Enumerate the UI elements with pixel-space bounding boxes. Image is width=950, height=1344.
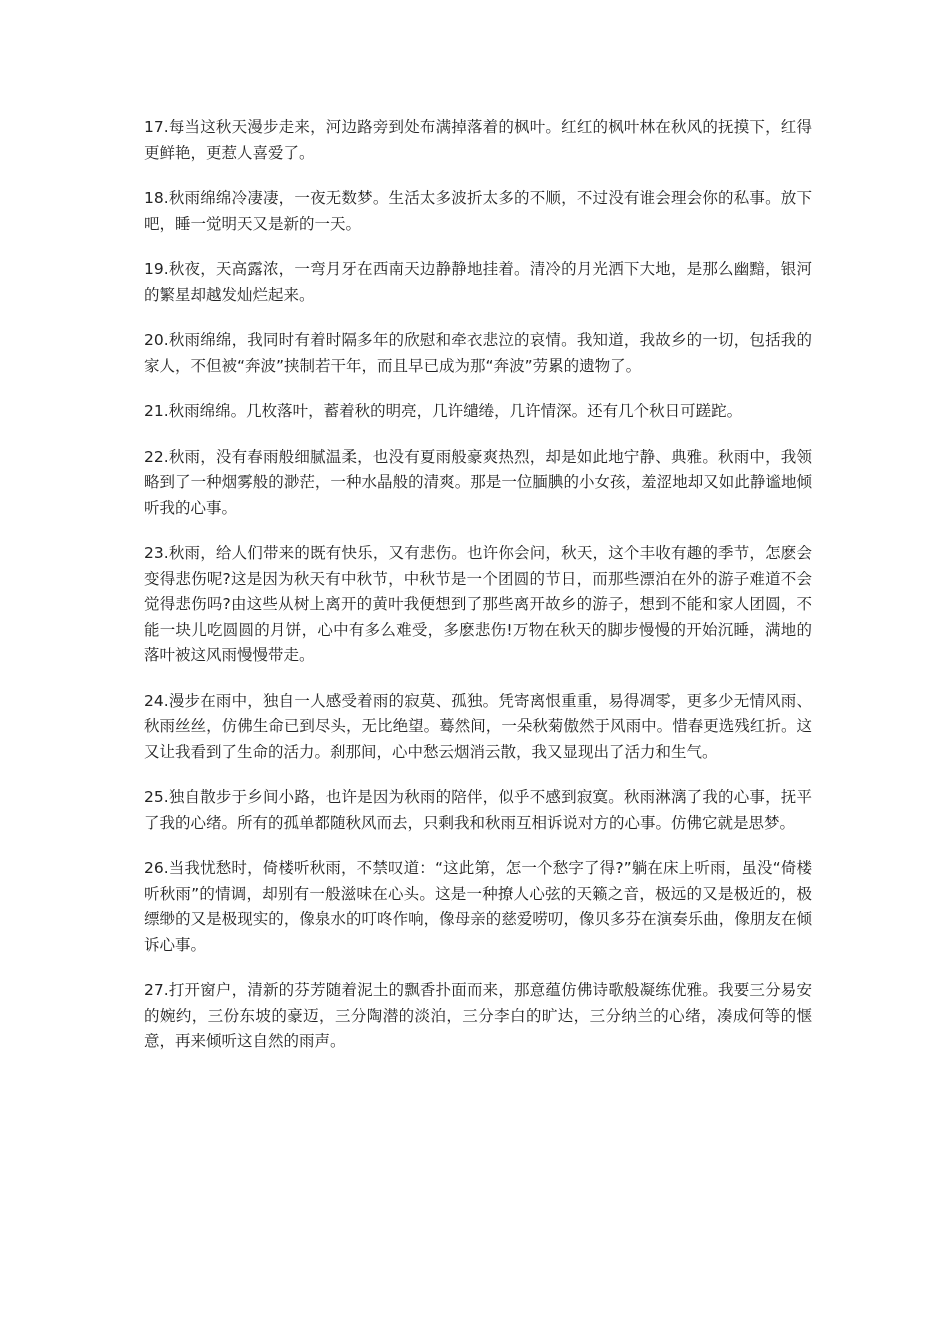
paragraph-19: 19.秋夜，天高露浓，一弯月牙在西南天边静静地挂着。清冷的月光洒下大地，是那么幽黯，银河的繁星却越发灿烂起来。 [144, 260, 812, 304]
paragraph-20: 20.秋雨绵绵，我同时有着时隔多年的欣慰和牵衣悲泣的哀情。我知道，我故乡的一切，包括我的家人，不但被“奔波”挟制若干年，而且早已成为那“奔波”劳累的遗物了。 [144, 331, 812, 375]
paragraph-22: 22.秋雨，没有春雨般细腻温柔，也没有夏雨般豪爽热烈，却是如此地宁静、典雅。秋雨中，我领略到了一种烟雾般的渺茫，一种水晶般的清爽。那是一位腼腆的小女孩，羞涩地却又如此静谧地倾听我的心事。 [144, 447, 812, 517]
paragraph-18: 18.秋雨绵绵冷凄凄，一夜无数梦。生活太多波折太多的不顺，不过没有谁会理会你的私事。放下吧，睡一觉明天又是新的一天。 [144, 189, 812, 233]
paragraph-24: 24.漫步在雨中，独自一人感受着雨的寂莫、孤独。凭寄离恨重重，易得凋零，更多少无情风雨、秋雨丝丝，仿佛生命已到尽头，无比绝望。蓦然间，一朵秋菊傲然于风雨中。惜春更选残红折。这又让我看到了生命的活力。刹那间，心中愁云烟消云散，我又显现出了活力和生气。 [144, 691, 812, 761]
paragraph-26: 26.当我忧愁时，倚楼听秋雨，不禁叹道：“这此第，怎一个愁字了得?”躺在床上听雨，虽没“倚楼听秋雨”的情调，却别有一般滋味在心头。这是一种撩人心弦的天籁之音，极远的又是极近的，极缥缈的又是极现实的，像泉水的叮咚作响，像母亲的慈爱唠叨，像贝多芬在演奏乐曲，像朋友在倾诉心事。 [144, 859, 812, 954]
paragraph-23: 23.秋雨，给人们带来的既有快乐，又有悲伤。也许你会问，秋天，这个丰收有趣的季节，怎麽会变得悲伤呢?这是因为秋天有中秋节，中秋节是一个团圆的节日，而那些漂泊在外的游子难道不会觉得悲伤吗?由这些从树上离开的黄叶我便想到了那些离开故乡的游子，想到不能和家人团圆，不能一块儿吃圆圆的月饼，心中有多么难受，多麽悲伤!万物在秋天的脚步慢慢的开始沉睡，满地的落叶被这风雨慢慢带走。 [144, 544, 812, 664]
document-body [144, 115, 812, 1075]
paragraph-17: 17.每当这秋天漫步走来，河边路旁到处布满掉落着的枫叶。红红的枫叶林在秋风的抚摸下，红得更鲜艳，更惹人喜爱了。 [144, 118, 812, 162]
paragraph-27: 27.打开窗户，清新的芬芳随着泥土的飘香扑面而来，那意蕴仿佛诗歌般凝练优雅。我要三分易安的婉约，三份东坡的豪迈，三分陶潜的淡泊，三分李白的旷达，三分纳兰的心绪，凑成何等的惬意，再来倾听这自然的雨声。 [144, 981, 812, 1050]
paragraph-21: 21.秋雨绵绵。几枚落叶，蓄着秋的明亮，几许缱绻，几许情深。还有几个秋日可蹉跎。 [144, 402, 743, 420]
paragraph-25: 25.独自散步于乡间小路，也许是因为秋雨的陪伴，似乎不感到寂寞。秋雨淋漓了我的心事，抚平了我的心绪。所有的孤单都随秋风而去，只剩我和秋雨互相诉说对方的心事。仿佛它就是思梦。 [144, 788, 812, 832]
